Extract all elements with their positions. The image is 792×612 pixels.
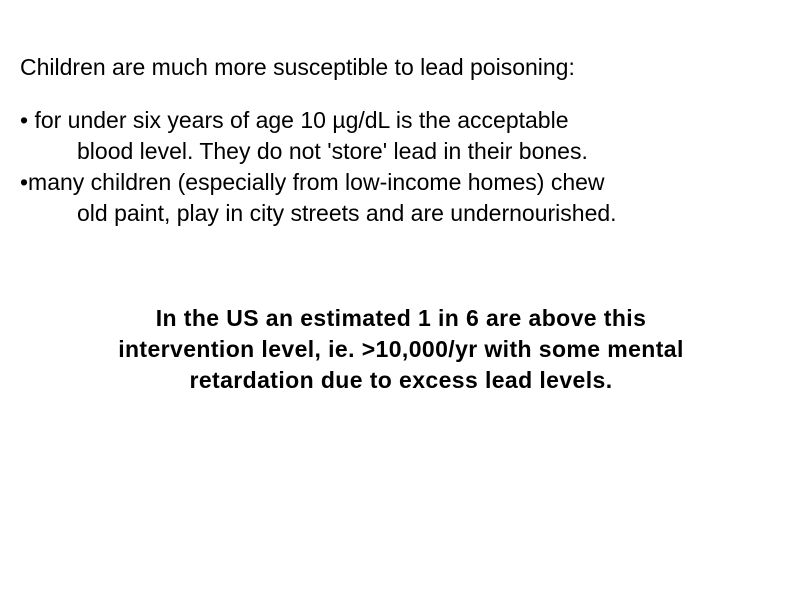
note-line: retardation due to excess lead levels. <box>189 367 613 393</box>
note-line: intervention level, ie. >10,000/yr with some mental <box>118 336 684 362</box>
bullet-continuation: blood level. They do not 'store' lead in their bones. <box>77 138 588 164</box>
note-line: In the US an estimated 1 in 6 are above this <box>155 305 647 331</box>
emphasis-note <box>0 303 792 396</box>
bullet-list <box>20 105 790 229</box>
slide-heading: Children are much more susceptible to lead poisoning: <box>20 54 575 80</box>
bullet-line: •many children (especially from low-income homes) chew <box>20 169 605 195</box>
bullet-line: • for under six years of age 10 µg/dL is the acceptable <box>20 107 569 133</box>
bullet-item-acceptable-level <box>20 105 790 167</box>
bullet-item-risk-factors <box>20 167 790 229</box>
bullet-continuation: old paint, play in city streets and are undernourished. <box>77 200 617 226</box>
